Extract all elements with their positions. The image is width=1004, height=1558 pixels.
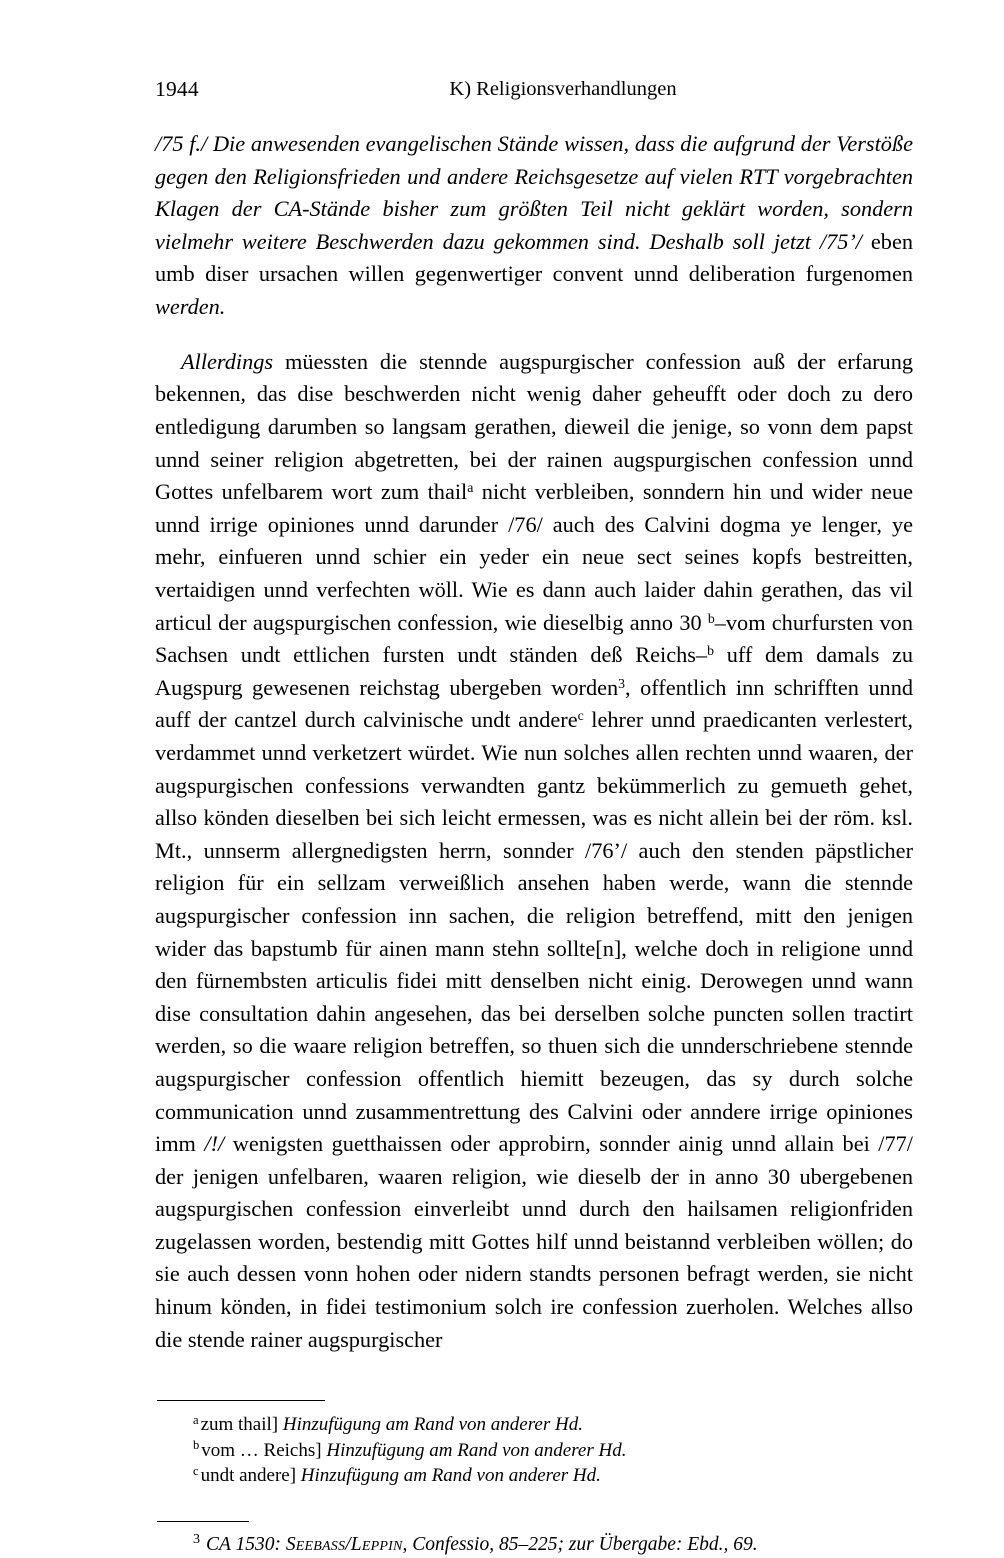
apparatus-entry [155, 1463, 913, 1489]
italic-text: werden. [155, 293, 226, 319]
footnote-section [155, 1521, 913, 1558]
apparatus-reading: Hinzufügung am Rand von anderer Hd. [278, 1414, 583, 1436]
footnote-entry [155, 1532, 913, 1558]
apparatus-marker: b [707, 643, 714, 659]
body-paragraph [155, 346, 913, 1356]
apparatus-rule [157, 1400, 325, 1401]
apparatus-entry [155, 1438, 913, 1464]
apparatus-lemma: zum thail] [200, 1414, 279, 1436]
footnote-reference: 3 [618, 675, 626, 691]
footnote-author: Seebass/Leppin [285, 1533, 403, 1555]
page-number: 1944 [155, 77, 199, 101]
critical-apparatus [155, 1400, 913, 1489]
apparatus-reading: Hinzufügung am Rand von anderer Hd. [296, 1465, 601, 1487]
roman-text: uff dem damals zu Augspurg gewesenen reichstag ubergeben worden [155, 642, 913, 700]
footnote-list [155, 1532, 913, 1558]
roman-text: wenigsten guetthaissen oder approbirn, sonnder ainig unnd allain bei /77/ der jenigen unfelbaren, waaren religion, wie dieselb der in anno 30 ubergebenen augspurgischen confession einverleibt unnd durch den hailsamen religionfriden zugelassen worden, bestendig mitt Gottes hilf unnd beistannd verbleiben wöllen; do sie auch dessen vonn hohen oder nidern standts personen befragt werden, sie nicht hinum könden, in fidei testimonium solch ire confession zuerholen. Welches allso die stende rainer augspurgischer [155, 1131, 913, 1352]
roman-text: , offentlich inn schrifften unnd auff der cantzel durch calvinische undt andere [155, 674, 913, 733]
running-title: K) Religionsverhandlungen [449, 78, 677, 100]
apparatus-entry-marker: a [193, 1412, 199, 1427]
italic-text: Allerdings [181, 348, 274, 374]
apparatus-reading: Hinzufügung am Rand von anderer Hd. [321, 1439, 627, 1461]
roman-text: lehrer unnd praedicanten verlestert, verdammet unnd verketzert würdet. Wie nun solches allen rechten unnd waaren, der augspurgischen confessions verwandten gantz bekümmerlich zu gemueth gehet, allso könden dieselben bei sich leicht ermessen, was es nicht allein bei der röm. ksl. Mt., unnserm allergnedigsten herrn, sonnder /76’/ auch den stenden päpstlicher religion für ein sellzam verweißlich ansehen haben werde, wann die stennde augspurgischer confession inn sachen, die religion betreffend, mitt den jenigen wider das bapstumb für ainen mann stehn sollte[n], welche doch in religione unnd den fürnembsten articulis fidei mitt denselben nicht einig. Derowegen unnd wann dise consultation dahin angesehen, das bei derselben solche puncten sollen tractirt werden, so die waare religion betreffen, so thuen sich die unnderschriebene stennde augspurgischer confession offentlich hiemitt bezeugen, das sy durch solche communication unnd zusammentrettung des Calvini oder anndere irrige opiniones imm [155, 707, 913, 1157]
apparatus-marker: c [577, 708, 584, 724]
apparatus-marker: a [467, 480, 474, 496]
roman-text: –vom churfursten von Sachsen undt ettlichen fursten undt ständen deß Reichs– [155, 609, 913, 668]
page-content [155, 72, 913, 1558]
italic-text: /75 f./ Die anwesenden evangelischen Stände wissen, dass die aufgrund der Verstöße gegen den Religionsfrieden und andere Reichsgesetze auf vielen RTT vorgebrachten Klagen der CA-Stände bisher zum größten Teil nicht geklärt worden, sondern vielmehr weitere Beschwerden dazu gekommen sind. Deshalb soll jetzt /75’/ [155, 131, 913, 254]
footnote-number: 3 [193, 1530, 201, 1547]
apparatus-marker: b [707, 610, 715, 626]
footnote-text: CA 1530: [206, 1533, 286, 1555]
apparatus-entry-marker: b [193, 1438, 200, 1453]
apparatus-entry-marker: c [193, 1463, 199, 1478]
roman-text: müessten die stennde augspurgischer confession auß der erfarung bekennen, das dise beschwerden nicht wenig daher geheufft oder doch zu dero entledigung darumben so langsam gerathen, dieweil die jenige, so vonn dem papst unnd seiner religion abgetretten, bei der rainen augspurgischen confession unnd Gottes unfelbarem wort zum thail [155, 348, 913, 505]
apparatus-list [155, 1412, 913, 1489]
footnote-rule [157, 1521, 249, 1522]
roman-text: nicht verbleiben, sonndern hin und wider neue unnd irrige opiniones unnd darunder /76/ auch des Calvini dogma ye lenger, ye mehr, einfueren unnd schier ein yeder ein neue sect seines kopfs bestreitten, vertaidigen unnd verfechten wöll. Wie es dann auch laider dahin gerathen, das vil articul der augspurgischen confession, wie dieselbig anno 30 [155, 479, 914, 635]
apparatus-lemma: vom … Reichs] [201, 1439, 322, 1461]
footnote-text: , Confessio, 85–225; zur Übergabe: Ebd., 69. [402, 1533, 758, 1555]
roman-text: eben umb diser ursachen willen gegenwertiger convent unnd deliberation furgenomen [155, 228, 913, 287]
regest-paragraph [155, 128, 913, 324]
italic-text: /!/ [204, 1131, 225, 1157]
apparatus-lemma: undt andere] [200, 1465, 297, 1487]
apparatus-entry [155, 1412, 913, 1438]
running-header [155, 72, 913, 106]
